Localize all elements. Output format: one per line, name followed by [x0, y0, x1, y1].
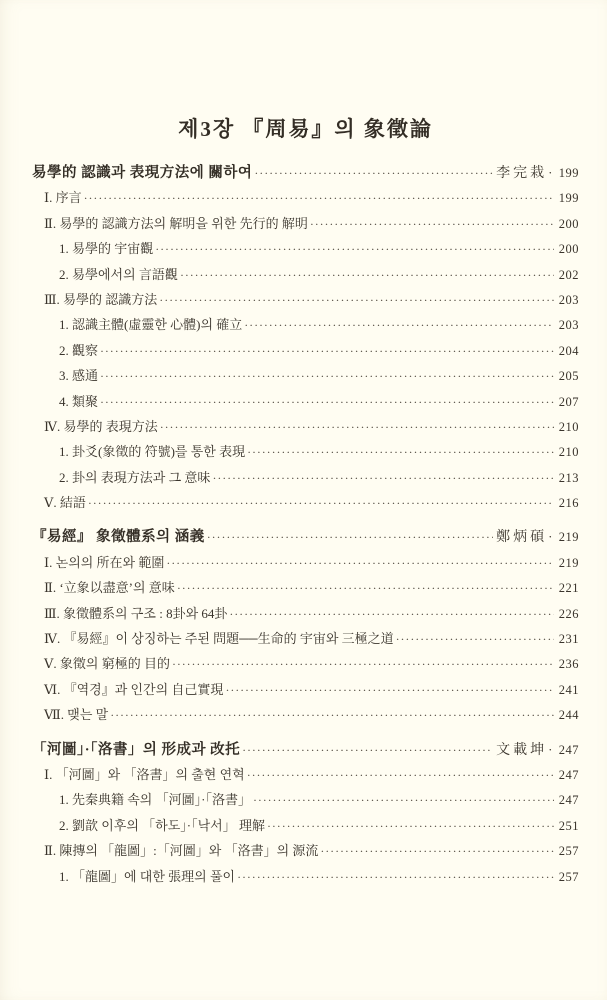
toc-entry-label: Ⅰ. 논의의 所在와 範圍: [44, 554, 165, 570]
dot-leader: [310, 211, 554, 237]
page-number: 207: [558, 394, 579, 409]
dot-leader: [247, 439, 554, 465]
toc-entry-label: Ⅱ. ‘立象以盡意’의 意味: [44, 580, 175, 596]
author-name: 李完栽: [496, 166, 548, 181]
author-page-separator: ·: [548, 529, 553, 545]
toc-section: [32, 160, 579, 515]
page-number: 200: [558, 216, 579, 231]
page-number: 247: [558, 742, 579, 757]
dot-leader: [172, 651, 554, 677]
page-number: 251: [558, 818, 579, 833]
page-number: 205: [558, 369, 579, 384]
toc-entry-row: [32, 262, 579, 287]
toc-entry-label: Ⅳ. 『易經』이 상징하는 주된 問題──生命的 宇宙와 三極之道: [44, 631, 394, 647]
toc-entry-label: Ⅳ. 易學的 表現方法: [44, 418, 158, 434]
toc-entry-row: [32, 677, 579, 702]
toc-entry-row: [32, 575, 579, 600]
toc-entry-row: [32, 601, 579, 626]
toc-entry-row: [32, 414, 579, 439]
toc-entry-label: Ⅰ. 「河圖」와 「洛書」의 출현 연혁: [44, 766, 245, 782]
chapter-title: 제3장 『周易』의 象徵論: [178, 117, 433, 141]
page-number: 236: [558, 657, 579, 672]
dot-leader: [212, 465, 554, 491]
toc-entry-row: [32, 490, 579, 515]
page-number: 213: [558, 470, 579, 485]
dot-leader: [100, 389, 554, 415]
author-name: 文載坤: [496, 742, 548, 758]
toc-entry-label: 易學的 認識과 表現方法에 關하여: [32, 165, 253, 181]
page-number: 247: [558, 767, 579, 782]
dot-leader: [155, 236, 554, 262]
toc-entry-row: [32, 185, 579, 210]
page-number: 231: [558, 632, 579, 647]
dot-leader: [110, 702, 554, 728]
dot-leader: [242, 738, 493, 763]
toc-entry-label: 1. 易學的 宇宙觀: [59, 241, 154, 257]
toc-entry-row: [32, 439, 579, 464]
dot-leader: [88, 490, 554, 516]
dot-leader: [207, 525, 493, 550]
toc-entry-row: [32, 287, 579, 312]
toc-entry-row: [32, 312, 579, 337]
toc-entry-label: Ⅱ. 陳摶의 「龍圖」:「河圖」와 「洛書」의 源流: [44, 843, 319, 859]
toc-entry-label: 「河圖」·「洛書」의 形成과 改托: [32, 741, 241, 758]
dot-leader: [267, 813, 554, 839]
toc: [32, 160, 579, 889]
toc-entry-row: [32, 626, 579, 651]
toc-entry-row: [32, 389, 579, 414]
toc-entry-row: [32, 550, 579, 575]
toc-entry-row: [32, 762, 579, 787]
page-number: 219: [558, 530, 579, 545]
page-number: 219: [558, 555, 579, 570]
page-number: 241: [558, 682, 579, 697]
toc-entry-row: [32, 211, 579, 236]
author-page-separator: ·: [548, 165, 553, 180]
page-number: 202: [558, 267, 579, 282]
dot-leader: [177, 575, 554, 601]
dot-leader: [247, 762, 554, 788]
page-number: 200: [558, 242, 579, 257]
toc-entry-label: 1. 「龍圖」에 대한 張理의 풀이: [59, 868, 236, 884]
dot-leader: [159, 287, 554, 313]
toc-entry-label: 2. 劉歆 이후의 「하도」·「낙서」 理解: [59, 817, 265, 833]
toc-entry-label: 1. 卦爻(象徵的 符號)를 통한 表現: [59, 444, 246, 460]
toc-section: [32, 524, 579, 727]
toc-entry-label: Ⅴ. 結語: [44, 495, 86, 511]
author-name: 鄭炳碩: [496, 530, 548, 546]
toc-entry-row: [32, 236, 579, 261]
toc-entry-row: [32, 838, 579, 863]
toc-heading-row: [32, 524, 579, 549]
dot-leader: [237, 864, 554, 890]
page-number: 203: [558, 318, 579, 333]
toc-entry-label: 4. 類聚: [59, 393, 99, 409]
author-page-separator: ·: [548, 741, 553, 757]
toc-entry-label: 1. 先秦典籍 속의 「河圖」·「洛書」: [59, 792, 251, 808]
toc-entry-row: [32, 465, 579, 490]
dot-leader: [244, 312, 554, 338]
page-number: 199: [558, 166, 579, 180]
dot-leader: [253, 787, 554, 813]
dot-leader: [100, 363, 554, 389]
dot-leader: [166, 550, 554, 576]
toc-entry-row: [32, 651, 579, 676]
page-number: 221: [558, 581, 579, 596]
dot-leader: [396, 626, 554, 652]
toc-entry-label: 1. 認識主體(虛靈한 心體)의 確立: [59, 317, 243, 333]
toc-entry-row: [32, 363, 579, 388]
toc-entry-label: Ⅴ. 象徵의 窮極的 目的: [44, 656, 170, 672]
toc-heading-row: [32, 737, 579, 762]
page-number: 216: [558, 496, 579, 511]
toc-entry-label: 2. 觀察: [59, 342, 99, 358]
toc-entry-label: 2. 卦의 表現方法과 그 意味: [59, 469, 211, 485]
dot-leader: [160, 414, 554, 440]
page-number: 226: [558, 606, 579, 621]
dot-leader: [84, 185, 554, 211]
toc-entry-label: 2. 易學에서의 言語觀: [59, 266, 178, 282]
page-number: 210: [558, 445, 579, 460]
page-number: 257: [558, 844, 579, 859]
dot-leader: [180, 262, 554, 288]
dot-leader: [254, 161, 493, 186]
dot-leader: [320, 838, 554, 864]
toc-entry-row: [32, 864, 579, 889]
toc-entry-label: 3. 感通: [59, 368, 99, 384]
page-number: 204: [558, 343, 579, 358]
dot-leader: [229, 601, 554, 627]
dot-leader: [100, 338, 554, 364]
page-number: 210: [558, 419, 579, 434]
toc-entry-row: [32, 813, 579, 838]
toc-entry-label: Ⅱ. 易學的 認識方法의 解明을 위한 先行的 解明: [44, 215, 308, 231]
toc-entry-row: [32, 338, 579, 363]
toc-entry-label: Ⅲ. 易學的 認識方法: [44, 291, 158, 307]
toc-entry-label: 『易經』 象徵體系의 涵義: [32, 529, 205, 546]
toc-entry-row: [32, 787, 579, 812]
page-number: 257: [558, 869, 579, 884]
toc-entry-label: Ⅶ. 맺는 말: [44, 707, 109, 723]
toc-entry-label: Ⅲ. 象徵體系의 구조 : 8卦와 64卦: [44, 605, 228, 621]
page-number: 203: [558, 292, 579, 307]
toc-section: [32, 737, 579, 889]
toc-entry-label: Ⅵ. 『역경』과 인간의 自己實現: [44, 681, 224, 697]
toc-entry-row: [32, 702, 579, 727]
toc-entry-label: Ⅰ. 序言: [44, 190, 82, 206]
page-number: 247: [558, 793, 579, 808]
toc-heading-row: [32, 160, 579, 185]
page-number: 244: [558, 708, 579, 723]
page-number: 199: [558, 191, 579, 206]
dot-leader: [225, 677, 554, 703]
